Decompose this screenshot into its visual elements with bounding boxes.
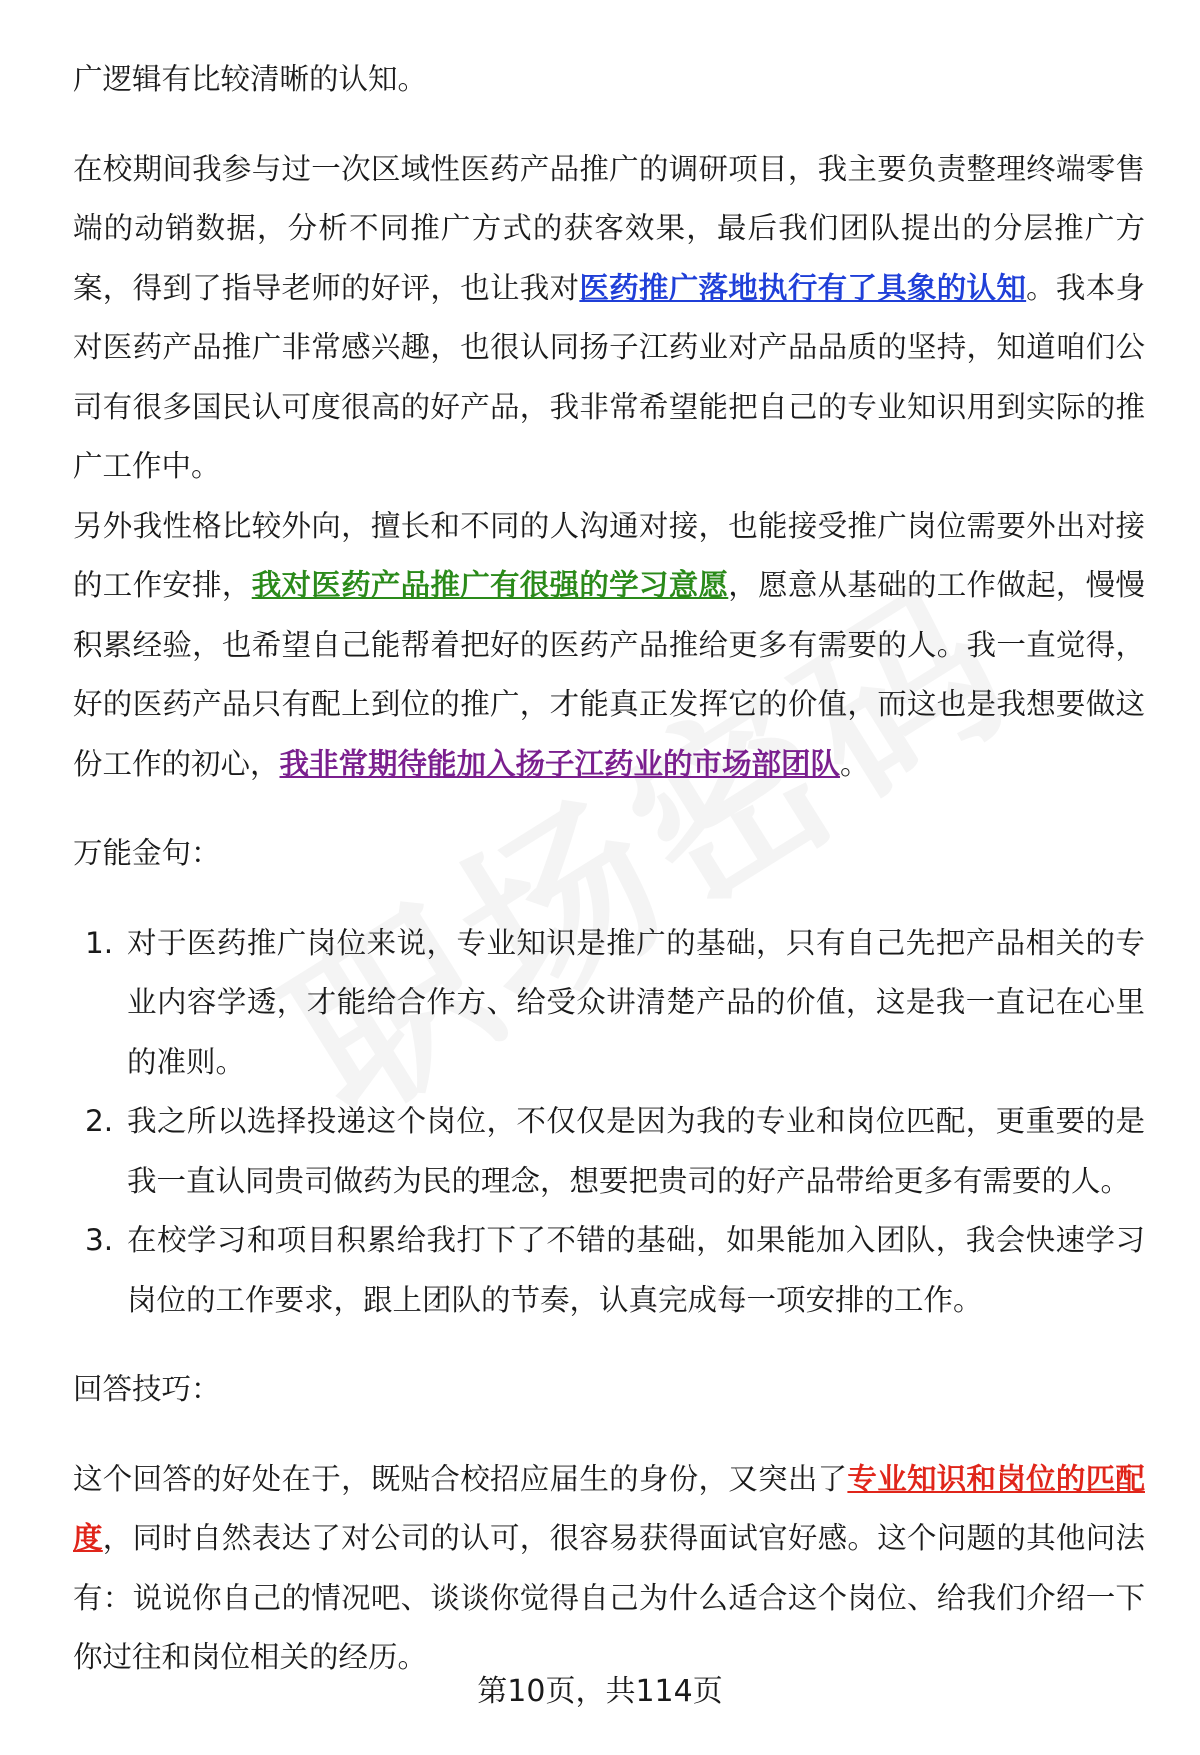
answer-tips-text-part1: 这个回答的好处在于，既贴合校招应届生的身份，又突出了 xyxy=(73,1461,848,1496)
project-text-part1: 在校期间我参与过一次区域性医药产品推广的调研项目，我主要负责整理终端零售端的动销数据，分析不同推广方式的获客效果，最后我们团队提出的分层推广方案，得到了指导老师的好评，也让我对 xyxy=(73,151,1145,305)
project-highlight: 医药推广落地执行有了具象的认知 xyxy=(579,270,1027,305)
personality-text-part1: 另外我性格比较外向，擅长和不同的人沟通对接，也能接受推广岗位需要外出对接的工作安排， xyxy=(73,508,1145,602)
project-text-part2: 。我本身对医药产品推广非常感兴趣，也很认同扬子江药业对产品品质的坚持，知道咱们公司有很多国民认可度很高的好产品，我非常希望能把自己的专业知识用到实际的推广工作中。 xyxy=(73,270,1145,483)
golden-sentences-list xyxy=(73,914,1145,1331)
golden-sentences-heading: 万能金句： xyxy=(73,836,221,870)
personality-highlight-join-team: 我非常期待能加入扬子江药业的市场部团队 xyxy=(279,746,841,781)
list-item xyxy=(73,1211,1145,1330)
answer-tips-highlight: 专业知识和岗位的匹配度 xyxy=(73,1461,1145,1555)
personality-text-part2: ，愿意从基础的工作做起，慢慢积累经验，也希望自己能帮着把好的医药产品推给更多有需要的人。我一直觉得，好的医药产品只有配上到位的推广，才能真正发挥它的价值，而这也是我想要做这份工作的初心， xyxy=(73,568,1145,781)
intro-tail-paragraph: 广逻辑有比较清晰的认知。 xyxy=(73,62,428,96)
answer-tips-paragraph xyxy=(73,1450,1145,1688)
personality-text-part3: 。 xyxy=(840,746,870,781)
list-item-number: 3. xyxy=(85,1223,114,1257)
list-item-text: 我之所以选择投递这个岗位，不仅仅是因为我的专业和岗位匹配，更重要的是我一直认同贵司做药为民的理念，想要把贵司的好产品带给更多有需要的人。 xyxy=(127,1104,1145,1198)
list-item-number: 1. xyxy=(85,925,114,960)
personality-paragraph xyxy=(73,497,1145,795)
list-item-text: 对于医药推广岗位来说，专业知识是推广的基础，只有自己先把产品相关的专业内容学透，才能给合作方、给受众讲清楚产品的价值，这是我一直记在心里的准则。 xyxy=(127,925,1145,1079)
answer-tips-text-part2: ，同时自然表达了对公司的认可，很容易获得面试官好感。这个问题的其他问法有：说说你自己的情况吧、谈谈你觉得自己为什么适合这个岗位、给我们介绍一下你过往和岗位相关的经历。 xyxy=(73,1521,1145,1674)
list-item xyxy=(73,1092,1145,1211)
personality-highlight-learning: 我对医药产品推广有很强的学习意愿 xyxy=(251,568,729,602)
page-number-footer: 第10页，共114页 xyxy=(477,1674,723,1709)
list-item-number: 2. xyxy=(85,1104,114,1138)
document-body xyxy=(73,50,1145,1688)
list-item xyxy=(73,914,1145,1093)
project-paragraph xyxy=(73,140,1145,497)
list-item-text: 在校学习和项目积累给我打下了不错的基础，如果能加入团队，我会快速学习岗位的工作要求，跟上团队的节奏，认真完成每一项安排的工作。 xyxy=(127,1223,1145,1317)
answer-tips-heading: 回答技巧： xyxy=(73,1372,221,1406)
